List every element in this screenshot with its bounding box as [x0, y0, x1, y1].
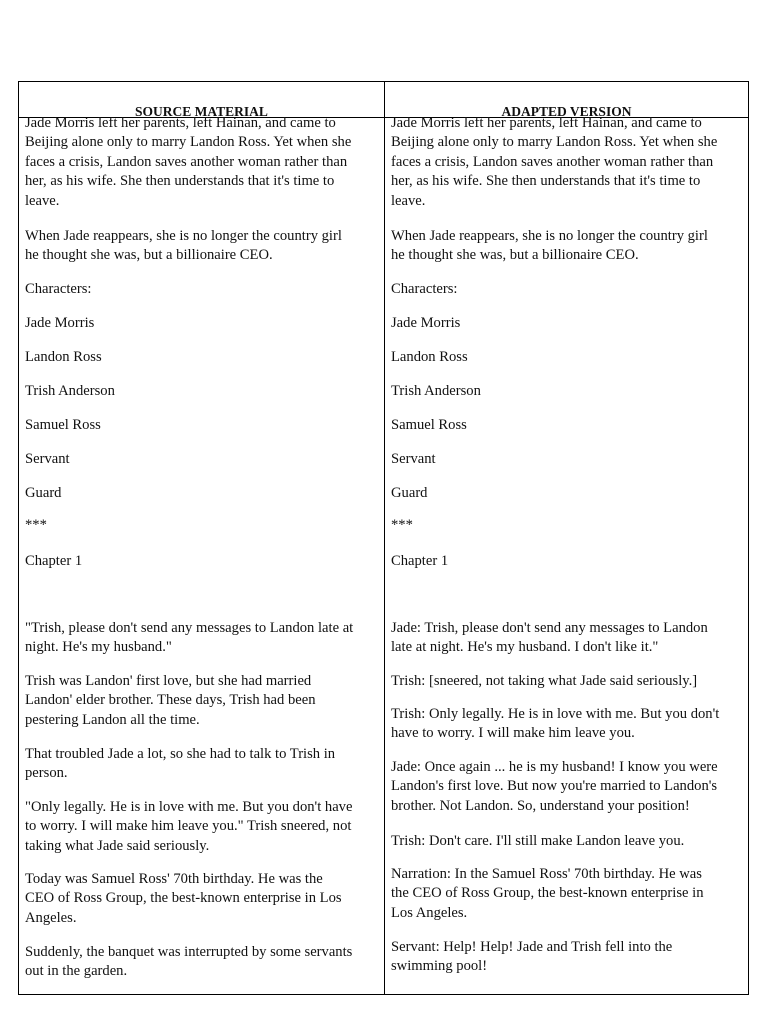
adapted-text-line: Narration: In the Samuel Ross' 70th birthday. He was — [391, 866, 702, 882]
source-text-line: Suddenly, the banquet was interrupted by some servants — [25, 944, 353, 960]
comparison-table — [18, 81, 749, 995]
source-paragraph — [25, 745, 380, 784]
adapted-text-line: have to worry. I will make him leave you. — [391, 725, 635, 742]
source-text-line: Today was Samuel Ross' 70th birthday. He was the — [25, 871, 323, 887]
source-text-line: night. He's my husband." — [25, 639, 172, 656]
adapted-text-line: he thought she was, but a billionaire CEO. — [391, 247, 639, 264]
adapted-paragraph — [391, 619, 744, 658]
adapted-text-line: Jade Morris — [391, 315, 461, 331]
adapted-text-line: Characters: — [391, 281, 458, 297]
source-text-line: Landon' elder brother. These days, Trish had been — [25, 692, 316, 709]
source-paragraph — [25, 314, 380, 333]
adapted-paragraph — [391, 705, 744, 744]
adapted-text-line: Servant — [391, 451, 436, 467]
source-material-column — [19, 117, 385, 994]
source-text-line: Jade Morris — [25, 315, 95, 331]
source-text-line: Trish Anderson — [25, 383, 115, 399]
source-text-line: Characters: — [25, 281, 92, 297]
source-paragraph — [25, 516, 380, 535]
adapted-text-line: Landon's first love. But now you're married to Landon's — [391, 778, 718, 795]
adapted-text-line: her, as his wife. She then understands that it's time to — [391, 173, 701, 190]
source-text-line: Landon Ross — [25, 349, 102, 365]
adapted-text-line: Jade: Once again ... he is my husband! I know you were — [391, 759, 718, 775]
adapted-paragraph — [391, 672, 744, 691]
source-paragraph — [25, 870, 380, 928]
source-text-line: pestering Landon all the time. — [25, 711, 200, 728]
source-paragraph — [25, 280, 380, 299]
adapted-text-line: Trish: [sneered, not taking what Jade said seriously.] — [391, 673, 698, 689]
source-paragraph — [25, 619, 380, 658]
source-paragraph — [25, 416, 380, 435]
source-paragraph — [25, 798, 380, 856]
adapted-version-column — [385, 117, 748, 994]
adapted-paragraph — [391, 382, 744, 401]
adapted-paragraph — [391, 117, 744, 211]
source-text-line: "Trish, please don't send any messages to Landon late at — [25, 620, 354, 636]
adapted-paragraph — [391, 280, 744, 299]
adapted-text-line: Samuel Ross — [391, 417, 467, 433]
source-paragraph — [25, 348, 380, 367]
source-text-line: Servant — [25, 451, 70, 467]
adapted-paragraph — [391, 416, 744, 435]
source-text-line: out in the garden. — [25, 963, 128, 980]
adapted-text-line: the CEO of Ross Group, the best-known enterprise in — [391, 885, 704, 902]
source-text-line: Jade Morris left her parents, left Hainan, and came to — [25, 117, 336, 131]
source-text-line: Angeles. — [25, 909, 77, 926]
source-paragraph — [25, 117, 380, 211]
adapted-text-line: Trish Anderson — [391, 383, 481, 399]
adapted-text-line: brother. Not Landon. So, understand your position! — [391, 797, 690, 814]
adapted-paragraph — [391, 552, 744, 571]
adapted-paragraph — [391, 832, 744, 851]
source-paragraph — [25, 450, 380, 469]
source-paragraph — [25, 552, 380, 571]
adapted-text-line: Chapter 1 — [391, 553, 449, 569]
source-paragraph — [25, 943, 380, 982]
adapted-paragraph — [391, 938, 744, 977]
source-text-line: CEO of Ross Group, the best-known enterprise in Los — [25, 890, 342, 907]
adapted-text-line: Los Angeles. — [391, 904, 468, 921]
adapted-text-line: Jade Morris left her parents, left Hainan, and came to — [391, 117, 702, 131]
source-text-line: leave. — [25, 192, 60, 209]
header-source-material — [19, 82, 385, 118]
adapted-text-line: swimming pool! — [391, 958, 488, 975]
adapted-text-line: Trish: Don't care. I'll still make Landon leave you. — [391, 833, 685, 849]
source-paragraph — [25, 382, 380, 401]
adapted-text-line: faces a crisis, Landon saves another woman rather than — [391, 153, 714, 170]
adapted-paragraph — [391, 227, 744, 266]
source-text-line: Chapter 1 — [25, 553, 83, 569]
adapted-paragraph — [391, 865, 744, 923]
adapted-text-line: Landon Ross — [391, 349, 468, 365]
header-adapted-version — [385, 82, 748, 118]
source-text-line: Guard — [25, 485, 62, 501]
header-source-label: SOURCE MATERIAL — [135, 103, 268, 118]
source-text-line: taking what Jade said seriously. — [25, 837, 210, 854]
source-text-line: person. — [25, 765, 68, 782]
header-adapted-label: ADAPTED VERSION — [501, 103, 632, 118]
adapted-paragraph — [391, 348, 744, 367]
source-paragraph — [25, 227, 380, 266]
source-text-line: Beijing alone only to marry Landon Ross. Yet when she — [25, 134, 352, 151]
adapted-text-line: Trish: Only legally. He is in love with me. But you don't — [391, 706, 720, 722]
source-text-line: *** — [25, 517, 47, 533]
source-text-line: "Only legally. He is in love with me. But you don't have — [25, 799, 353, 815]
source-text-line: her, as his wife. She then understands that it's time to — [25, 173, 335, 190]
source-text-line: to worry. I will make him leave you." Trish sneered, not — [25, 818, 352, 835]
source-paragraph — [25, 484, 380, 503]
source-text-line: That troubled Jade a lot, so she had to talk to Trish in — [25, 746, 336, 762]
source-text-line: he thought she was, but a billionaire CEO. — [25, 247, 273, 264]
adapted-paragraph — [391, 516, 744, 535]
adapted-text-line: When Jade reappears, she is no longer the country girl — [391, 228, 708, 244]
source-text-line: When Jade reappears, she is no longer the country girl — [25, 228, 342, 244]
source-text-line: Samuel Ross — [25, 417, 101, 433]
adapted-text-line: Servant: Help! Help! Jade and Trish fell into the — [391, 939, 673, 955]
adapted-text-line: late at night. He's my husband. I don't like it." — [391, 639, 659, 656]
source-paragraph — [25, 672, 380, 730]
source-text-line: Trish was Landon' first love, but she had married — [25, 673, 312, 689]
source-text-line: faces a crisis, Landon saves another woman rather than — [25, 153, 348, 170]
adapted-text-line: Guard — [391, 485, 428, 501]
adapted-paragraph — [391, 314, 744, 333]
adapted-paragraph — [391, 758, 744, 816]
adapted-text-line: Jade: Trish, please don't send any messages to Landon — [391, 620, 708, 636]
adapted-text-line: leave. — [391, 192, 426, 209]
adapted-paragraph — [391, 484, 744, 503]
adapted-text-line: Beijing alone only to marry Landon Ross. Yet when she — [391, 134, 718, 151]
adapted-paragraph — [391, 450, 744, 469]
adapted-text-line: *** — [391, 517, 413, 533]
